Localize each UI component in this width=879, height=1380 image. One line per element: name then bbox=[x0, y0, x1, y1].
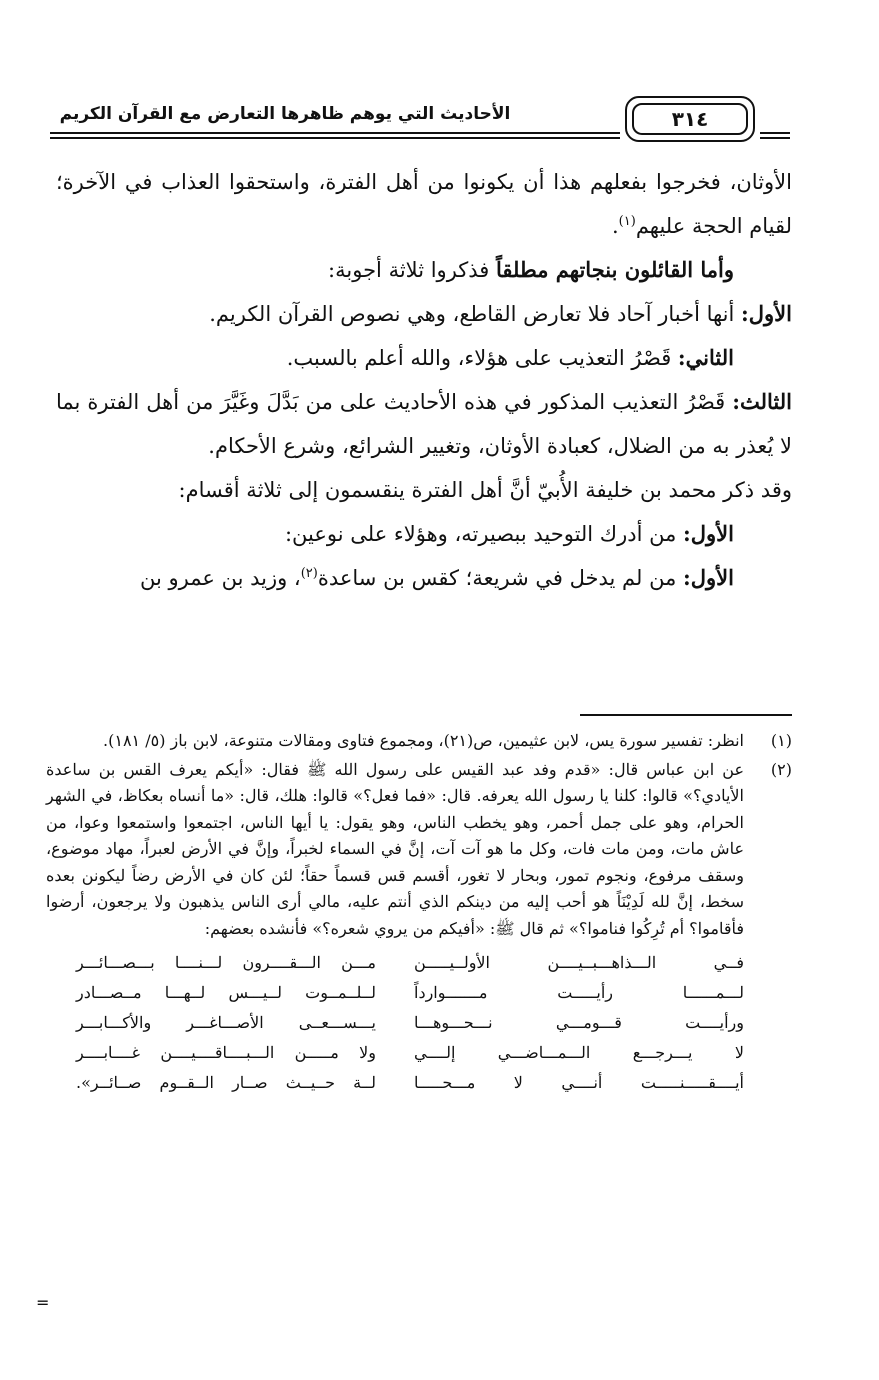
paragraph bbox=[56, 292, 792, 336]
poem bbox=[46, 948, 792, 1098]
footnote-text: عن ابن عباس قال: «قدم وفد عبد القيس على رسول الله ﷺ فقال: «أيكم يعرف القس بن ساعدة الأيادي؟» قالوا: كلنا يا رسول الله يعرفه. قال: «فما فعل؟» قالوا: هلك، قال: «ما أنساه بعكاظ، في الشهر الحرام، وهو على جمل أحمر، وهو يخطب الناس، وهو يقول: يا أيها الناس، اجتمعوا واستمعوا وعوا، من عاش مات، ومن مات فات، وكل ما هو آت آت، إنَّ في السماء لخبراً، وإنَّ في الأرض لعبراً، مهاد موضوع، وسقف مرفوع، ونجوم تمور، وبحار لا تغور، أقسم قس قسماً حقاً؛ لئن كان في الأرض رضاً ليكونن بعده سخط، إنَّ لله لَدِيْنَاً هو أحب إليه من دينكم الذي أنتم عليه، مالي أرى الناس يذهبون ولا يرجعون، أرضوا فأقاموا؟ أم تُرِكُوا فناموا؟» ثم قال ﷺ: «أفيكم من يروي شعره؟» فأنشده بعضهم: bbox=[46, 759, 744, 938]
paragraph-end: . bbox=[611, 214, 619, 238]
paragraph bbox=[56, 556, 792, 600]
paragraph-text: من لم يدخل في شريعة؛ كقس بن ساعدة bbox=[317, 566, 684, 590]
footnote-number: (٢) bbox=[770, 759, 792, 779]
paragraph bbox=[56, 336, 792, 380]
bold-lead: الثالث: bbox=[732, 389, 792, 414]
first-hemistich: ورأيــــت قـــومـــي نـــحـــوهـــا bbox=[414, 1013, 744, 1032]
second-hemistich: ولا مـــــن الـــبــــاقــــيــــن غــــابــــر bbox=[76, 1043, 376, 1062]
poem-verse bbox=[46, 1068, 744, 1098]
footnote bbox=[46, 757, 792, 943]
poem-verse bbox=[46, 978, 744, 1008]
first-hemistich: أيــــقـــــنـــــت أنــــي لا مـــحـــــا bbox=[414, 1073, 744, 1092]
paragraph-text: أنها أخبار آحاد فلا تعارض القاطع، وهي نصوص القرآن الكريم. bbox=[209, 302, 742, 326]
main-text bbox=[56, 160, 792, 600]
first-hemistich: لـــمــــــا رأيـــــت مـــــــوارداً bbox=[414, 983, 744, 1002]
running-title: الأحاديث التي يوهم ظاهرها التعارض مع القرآن الكريم bbox=[59, 104, 511, 124]
footnote-ref: (٢) bbox=[300, 566, 318, 581]
bold-lead: الأول: bbox=[683, 521, 734, 546]
paragraph-text: وقد ذكر محمد بن خليفة الأُبيّ أنَّ أهل الفترة ينقسمون إلى ثلاثة أقسام: bbox=[178, 478, 792, 502]
page-number: ٣١٤ bbox=[632, 103, 748, 135]
first-hemistich: لا يـــرجـــع الـــمـــاضـــي إلــــي bbox=[414, 1043, 744, 1062]
poem-verse bbox=[46, 1008, 744, 1038]
paragraph-end: ، وزيد بن عمرو بن bbox=[140, 566, 301, 590]
footnote-ref: (١) bbox=[618, 214, 636, 229]
second-hemistich: لــة حــيــث صــار الــقــوم صــائــر». bbox=[76, 1073, 376, 1092]
second-hemistich: يـــســـعــى الأصـــاغـــر والأكـــابـــر bbox=[76, 1013, 376, 1032]
paragraph-text: قَصْرُ التعذيب على هؤلاء، والله أعلم بالسبب. bbox=[286, 346, 678, 370]
poem-verse bbox=[46, 1038, 744, 1068]
second-hemistich: مـــن الـــقــــرون لـــنــــا بـــصـــائـــر bbox=[76, 953, 376, 972]
footnote bbox=[46, 728, 792, 755]
paragraph-text: فذكروا ثلاثة أجوبة: bbox=[328, 258, 497, 282]
paragraph-text: من أدرك التوحيد ببصيرته، وهؤلاء على نوعين: bbox=[284, 522, 684, 546]
header-dash bbox=[760, 137, 790, 139]
header-rule bbox=[50, 137, 620, 139]
paragraph bbox=[56, 468, 792, 512]
footnote-separator bbox=[580, 714, 792, 716]
paragraph-text: الأوثان، فخرجوا بفعلهم هذا أن يكونوا من أهل الفترة، واستحقوا العذاب في الآخرة؛ لقيام الحجة عليهم bbox=[56, 170, 792, 238]
paragraph bbox=[56, 248, 792, 292]
bold-lead: الثاني: bbox=[677, 345, 734, 370]
paragraph bbox=[56, 380, 792, 468]
paragraph-text: قَصْرُ التعذيب المذكور في هذه الأحاديث على من بَدَّلَ وغَيَّرَ من أهل الفترة بما لا يُعذر به من الضلال، كعبادة الأوثان، وتغيير الشرائع، وشرع الأحكام. bbox=[56, 390, 792, 458]
footnote-text: انظر: تفسير سورة يس، لابن عثيمين، ص(٢١)، ومجموع فتاوى ومقالات متنوعة، لابن باز (٥/ ١٨١). bbox=[103, 731, 744, 750]
header-dash bbox=[760, 132, 790, 134]
running-header bbox=[50, 96, 800, 146]
paragraph bbox=[56, 160, 792, 248]
continuation-mark: = bbox=[36, 1293, 50, 1312]
header-rule bbox=[50, 132, 620, 134]
bold-lead: الأول: bbox=[741, 301, 792, 326]
bold-lead: الأول: bbox=[683, 565, 734, 590]
paragraph bbox=[56, 512, 792, 556]
poem-verse bbox=[46, 948, 744, 978]
bold-lead: وأما القائلون بنجاتهم مطلقاً bbox=[496, 257, 734, 282]
footnote-number: (١) bbox=[770, 731, 792, 750]
first-hemistich: فــي الـــذاهـــبــيــــن الأولــيـــــن bbox=[414, 953, 744, 972]
page-number-frame bbox=[625, 96, 755, 142]
footnotes bbox=[46, 728, 792, 1098]
second-hemistich: لــلــمــوت لــيـــس لــهـــا مــصـــادر bbox=[76, 983, 376, 1002]
